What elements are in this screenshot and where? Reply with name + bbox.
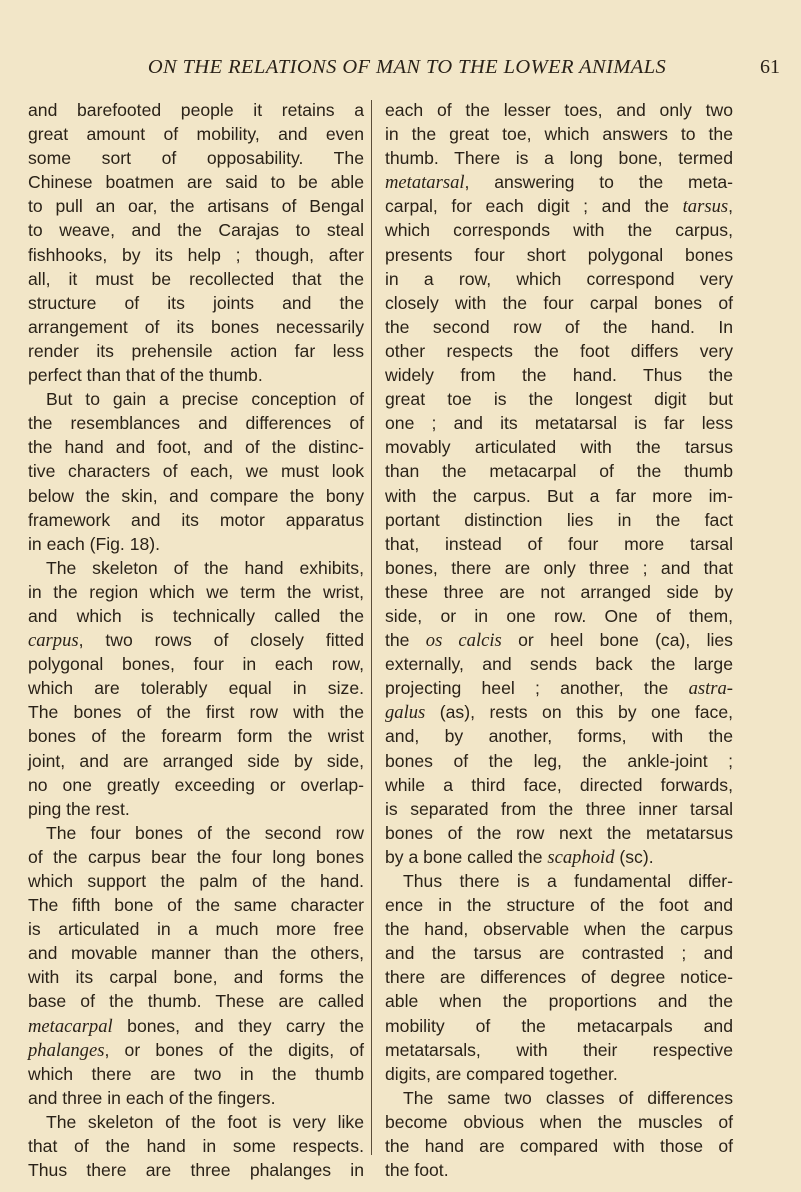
text-line: other respects the foot differs very bbox=[385, 340, 733, 361]
text-line: polygonal bones, four in each row, bbox=[28, 654, 364, 675]
page-header bbox=[0, 56, 801, 82]
italic-term: os calcis bbox=[425, 630, 502, 652]
right-text-column bbox=[385, 98, 733, 1182]
text-line: phalanges, or bones of the digits, of bbox=[28, 1039, 364, 1061]
text-line: great amount of mobility, and even bbox=[28, 124, 364, 145]
text-line: carpal, for each digit ; and the tarsus, bbox=[385, 196, 733, 218]
text-line: metatarsal, answering to the meta- bbox=[385, 172, 733, 194]
text-line: than the metacarpal of the thumb bbox=[385, 461, 733, 482]
text-line: in the great toe, which answers to the bbox=[385, 124, 733, 145]
text-line: which corresponds with the carpus, bbox=[385, 220, 733, 241]
text-line: is separated from the three inner tarsal bbox=[385, 798, 733, 819]
text-line: portant distinction lies in the fact bbox=[385, 509, 733, 530]
text-line: the hand, observable when the carpus bbox=[385, 919, 733, 940]
text-line: to weave, and the Carajas to steal bbox=[28, 220, 364, 241]
text-line: perfect than that of the thumb. bbox=[28, 365, 263, 386]
text-line: digits, are compared together. bbox=[385, 1063, 618, 1084]
text-line: The four bones of the second row bbox=[46, 822, 364, 843]
text-line: bones of the row next the metatarsus bbox=[385, 822, 733, 843]
text-line: and the tarsus are contrasted ; and bbox=[385, 943, 733, 964]
text-line: closely with the four carpal bones of bbox=[385, 292, 733, 313]
italic-term: metacarpal bbox=[28, 1015, 113, 1037]
text-line: Chinese boatmen are said to be able bbox=[28, 172, 364, 193]
text-line: presents four short polygonal bones bbox=[385, 244, 733, 265]
italic-term: tarsus bbox=[682, 196, 729, 218]
text-line: the second row of the hand. In bbox=[385, 316, 733, 337]
text-line: The same two classes of differences bbox=[403, 1087, 733, 1108]
text-line: each of the lesser toes, and only two bbox=[385, 100, 733, 120]
text-line: to pull an oar, the artisans of Bengal bbox=[28, 196, 364, 217]
column-divider bbox=[371, 100, 372, 1155]
text-line: able when the proportions and the bbox=[385, 991, 733, 1012]
text-line: is articulated in a much more free bbox=[28, 919, 364, 940]
text-line: arrangement of its bones necessarily bbox=[28, 316, 364, 337]
text-line: and movable manner than the others, bbox=[28, 943, 364, 964]
text-line: carpus, two rows of closely fitted bbox=[28, 630, 364, 652]
text-line: ence in the structure of the foot and bbox=[385, 895, 733, 916]
text-line: the foot. bbox=[385, 1160, 449, 1181]
text-line: The skeleton of the foot is very like bbox=[46, 1111, 364, 1132]
text-line: mobility of the metacarpals and bbox=[385, 1015, 733, 1036]
italic-term: carpus bbox=[28, 630, 79, 652]
text-line: joint, and are arranged side by side, bbox=[28, 750, 364, 771]
text-line: that, instead of four more tarsal bbox=[385, 533, 733, 554]
text-line: Thus there are three phalanges in bbox=[28, 1160, 364, 1181]
text-line: ping the rest. bbox=[28, 798, 130, 819]
italic-term: scaphoid bbox=[547, 846, 615, 868]
text-line: in the region which we term the wrist, bbox=[28, 581, 364, 602]
text-line: by a bone called the scaphoid (sc). bbox=[385, 846, 654, 868]
text-line: in each (Fig. 18). bbox=[28, 533, 161, 554]
italic-term: metatarsal bbox=[385, 172, 465, 194]
text-line: of the carpus bear the four long bones bbox=[28, 846, 364, 867]
text-line: widely from the hand. Thus the bbox=[385, 365, 733, 386]
text-line: below the skin, and compare the bony bbox=[28, 485, 364, 506]
text-line: metacarpal bones, and they carry the bbox=[28, 1015, 364, 1037]
text-line: galus (as), rests on this by one face, bbox=[385, 702, 733, 724]
text-line: and barefooted people it retains a bbox=[28, 100, 364, 120]
text-line: the os calcis or heel bone (ca), lies bbox=[385, 630, 733, 652]
text-line: externally, and sends back the large bbox=[385, 654, 733, 675]
text-line: and three in each of the fingers. bbox=[28, 1087, 276, 1108]
text-line: bones of the forearm form the wrist bbox=[28, 726, 364, 747]
text-line: become obvious when the muscles of bbox=[385, 1111, 733, 1132]
text-line: the resemblances and differences of bbox=[28, 413, 364, 434]
text-line: there are differences of degree notice- bbox=[385, 967, 733, 988]
page-number: 61 bbox=[760, 56, 780, 78]
text-line: which support the palm of the hand. bbox=[28, 871, 364, 891]
text-line: The skeleton of the hand exhibits, bbox=[46, 557, 364, 578]
text-line: these three are not arranged side by bbox=[385, 581, 733, 602]
text-line: render its prehensile action far less bbox=[28, 340, 364, 361]
italic-term: galus bbox=[385, 702, 426, 724]
text-line: which are tolerably equal in size. bbox=[28, 678, 364, 699]
text-line: bones, there are only three ; and that bbox=[385, 557, 733, 578]
text-line: The fifth bone of the same character bbox=[28, 895, 364, 916]
text-line: all, it must be recollected that the bbox=[28, 268, 364, 289]
text-line: base of the thumb. These are called bbox=[28, 991, 364, 1012]
running-title: ON THE RELATIONS OF MAN TO THE LOWER ANIMALS bbox=[147, 56, 667, 78]
text-line: movably articulated with the tarsus bbox=[385, 437, 733, 458]
text-line: tive characters of each, we must look bbox=[28, 461, 364, 482]
text-line: with its carpal bone, and forms the bbox=[28, 967, 364, 988]
text-line: while a third face, directed forwards, bbox=[385, 774, 733, 795]
text-line: the hand are compared with those of bbox=[385, 1136, 733, 1157]
text-line: metatarsals, with their respective bbox=[385, 1039, 733, 1060]
text-line: bones of the leg, the ankle-joint ; bbox=[385, 750, 733, 771]
italic-term: phalanges bbox=[28, 1039, 105, 1061]
text-line: one ; and its metatarsal is far less bbox=[385, 413, 733, 434]
text-line: that of the hand in some respects. bbox=[28, 1136, 364, 1157]
text-line: framework and its motor apparatus bbox=[28, 509, 364, 530]
text-line: projecting heel ; another, the astra- bbox=[385, 678, 733, 700]
text-line: thumb. There is a long bone, termed bbox=[385, 148, 733, 169]
text-line: no one greatly exceeding or overlap- bbox=[28, 774, 364, 795]
text-line: which there are two in the thumb bbox=[28, 1063, 364, 1084]
text-line: Thus there is a fundamental differ- bbox=[403, 871, 733, 891]
text-line: fishhooks, by its help ; though, after bbox=[28, 244, 364, 265]
text-line: structure of its joints and the bbox=[28, 292, 364, 313]
text-line: and which is technically called the bbox=[28, 605, 364, 626]
left-text-column bbox=[28, 98, 364, 1182]
text-line: great toe is the longest digit but bbox=[385, 389, 733, 410]
text-line: in a row, which correspond very bbox=[385, 268, 733, 289]
text-line: with the carpus. But a far more im- bbox=[385, 485, 733, 506]
text-line: The bones of the first row with the bbox=[28, 702, 364, 723]
italic-term: astra- bbox=[688, 678, 733, 700]
text-line: and, by another, forms, with the bbox=[385, 726, 733, 747]
text-line: some sort of opposability. The bbox=[28, 148, 364, 169]
text-line: side, or in one row. One of them, bbox=[385, 605, 733, 626]
text-line: the hand and foot, and of the distinc- bbox=[28, 437, 364, 458]
text-line: But to gain a precise conception of bbox=[46, 389, 364, 410]
